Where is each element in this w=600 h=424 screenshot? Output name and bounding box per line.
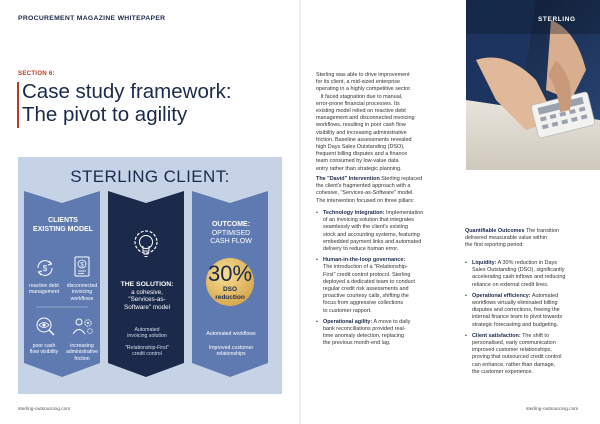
bullet-line bbox=[323, 319, 458, 326]
item-2-line-1: disconnected bbox=[66, 283, 98, 289]
bullet-text: the customer experience. bbox=[472, 368, 534, 375]
intro-line: workflows, resulting in poor cash flow bbox=[316, 122, 406, 129]
bullet-line bbox=[472, 307, 600, 314]
solution-line-3: Software" model bbox=[124, 303, 170, 311]
intro-line: operating in a highly competitive sector. bbox=[316, 86, 412, 93]
eye-search-icon bbox=[34, 315, 56, 337]
bullet-text: proactive courtesy calls, shifting the bbox=[323, 293, 409, 300]
item-4-line-1: increasing bbox=[70, 343, 94, 349]
bullet-line bbox=[472, 274, 600, 281]
bullet-heading: Liquidity: bbox=[472, 260, 497, 266]
bullet-line bbox=[323, 239, 458, 246]
bullet-text: personalised, early communication bbox=[472, 340, 556, 347]
solution-sub-2 bbox=[110, 345, 184, 358]
intervention-line bbox=[316, 183, 456, 190]
bullet-text: improved customer relationships, bbox=[472, 347, 552, 354]
intervention-heading: The "David" Intervention bbox=[316, 176, 380, 182]
outcomes-paragraph bbox=[465, 228, 600, 250]
bullet-text: workflows virtually eliminated billing bbox=[472, 300, 558, 307]
dso-label-1: DSO bbox=[222, 286, 238, 293]
item-2-line-2: invoicing bbox=[71, 289, 93, 296]
bullet-text: A move to daily bbox=[372, 318, 411, 325]
bullet-line bbox=[472, 354, 600, 361]
bullet-text: the previous month-end lag. bbox=[323, 340, 391, 347]
existing-model-heading-2: EXISTING MODEL bbox=[33, 225, 93, 233]
dso-label-2: reduction bbox=[215, 293, 245, 301]
header-brand: STERLING bbox=[538, 16, 576, 23]
intro-line: entry rather than strategic planning. bbox=[316, 165, 402, 172]
bullet-text: disputes and corrections, freeing the bbox=[472, 307, 560, 314]
item-4-line-3: friction bbox=[74, 355, 90, 362]
bullet-heading: Operational efficiency: bbox=[472, 292, 531, 299]
title-line-2: The pivot to agility bbox=[22, 103, 188, 126]
solution-sub-2-line-1: "Relationship-First" bbox=[124, 345, 170, 351]
intro-line: visibility and increasing administrative bbox=[316, 129, 407, 136]
intervention-text: the client's fragmented approach with a bbox=[316, 183, 411, 190]
intervention-text: The intervention focused on three pillars: bbox=[316, 197, 415, 204]
intervention-bullets bbox=[316, 210, 458, 352]
footer-url-right[interactable]: sterling-outsourcing.com bbox=[526, 407, 579, 412]
bullet-item bbox=[465, 260, 600, 289]
intro-line: for its client, a mid-sized enterprise bbox=[316, 79, 401, 86]
item-4-line-2: administrative bbox=[65, 349, 98, 356]
bullet-line bbox=[323, 246, 458, 253]
bullet-text: stock and accounting systems, featuring bbox=[323, 231, 420, 238]
bullet-line bbox=[323, 210, 458, 217]
outcomes-text: delivered measurable value within bbox=[465, 235, 547, 242]
bullet-line bbox=[472, 333, 600, 340]
dso-label bbox=[205, 286, 255, 301]
bullet-line bbox=[472, 300, 600, 307]
bullet-text: Automated bbox=[530, 292, 559, 299]
outcomes-line bbox=[465, 235, 600, 242]
bullet-item bbox=[316, 257, 458, 315]
bullet-text: Sales Outstanding (DSO), significantly bbox=[472, 267, 565, 274]
bullet-line bbox=[323, 340, 458, 347]
bullet-item bbox=[465, 293, 600, 329]
photo-person-calculator bbox=[466, 0, 600, 170]
bullet-text: can enhance, rather than damage, bbox=[472, 361, 556, 368]
bullet-text: internal finance team to pivot towards bbox=[472, 314, 563, 321]
item-3-line-2: flow visibility bbox=[29, 349, 59, 356]
bullet-text: A 30% reduction in Days bbox=[496, 260, 557, 266]
title-line-1: Case study framework: bbox=[22, 80, 232, 103]
bullet-text: time anomaly detection, replacing bbox=[323, 333, 405, 340]
footer-url-left[interactable]: sterling-outsourcing.com bbox=[18, 407, 71, 412]
item-disconnected-invoicing bbox=[62, 283, 102, 302]
intro-line: management and disconnected invoicing bbox=[316, 115, 415, 122]
bullet-line bbox=[323, 217, 458, 224]
bullet-text: The introduction of a "Relationship- bbox=[323, 264, 408, 271]
solution-sub-1-line-2: invoicing solution bbox=[127, 333, 167, 340]
infographic-panel bbox=[18, 157, 282, 394]
bullet-line bbox=[323, 308, 458, 315]
bullet-text: delivery to reduce human error. bbox=[323, 246, 399, 253]
outcome-sub-2-line-1: Improved customer bbox=[208, 345, 254, 351]
item-reactive-debt bbox=[24, 283, 64, 296]
bullet-line bbox=[323, 300, 458, 307]
bullet-line bbox=[472, 314, 600, 321]
intervention-line bbox=[316, 198, 456, 205]
bullet-line bbox=[472, 362, 600, 369]
solution-text bbox=[110, 281, 184, 311]
outcomes-bullets bbox=[465, 260, 600, 380]
bullet-text: seamlessly with the client's existing bbox=[323, 224, 409, 231]
intervention-paragraph bbox=[316, 176, 456, 205]
bullet-line bbox=[323, 224, 458, 231]
bullet-line bbox=[323, 232, 458, 239]
outcome-heading bbox=[194, 221, 268, 247]
item-1-line-2: management bbox=[28, 289, 60, 296]
bullet-line bbox=[323, 326, 458, 333]
bullet-text: deployed a dedicated team to conduct bbox=[323, 278, 415, 285]
outcomes-line bbox=[465, 228, 600, 235]
bullet-heading: Operational agility: bbox=[323, 318, 373, 325]
bullet-line bbox=[323, 272, 458, 279]
solution-line-2: "Services-as- bbox=[128, 296, 166, 304]
bullet-line bbox=[472, 282, 600, 289]
outcomes-text: The transition bbox=[524, 228, 559, 234]
intervention-line bbox=[316, 190, 456, 197]
item-poor-cash-flow bbox=[24, 343, 64, 356]
outcome-heading-3: CASH FLOW bbox=[210, 238, 252, 245]
intro-line: friction. Baseline assessments revealed bbox=[316, 136, 412, 143]
infographic-title: STERLING CLIENT: bbox=[70, 167, 230, 186]
dso-percent: 30% bbox=[207, 261, 253, 286]
bullet-text: The shift to bbox=[520, 332, 549, 339]
outcome-sub-2-line-2: relationships bbox=[216, 351, 246, 358]
intervention-text: cohesive, "Services-as-Software" model. bbox=[316, 190, 414, 197]
outcome-heading-2: OPTIMISED bbox=[211, 229, 251, 237]
bullet-line bbox=[472, 340, 600, 347]
bullet-line bbox=[472, 322, 600, 329]
bullet-text: focus from aggressive collections bbox=[323, 300, 404, 307]
item-administrative-friction bbox=[62, 343, 102, 362]
bullet-line bbox=[472, 369, 600, 376]
existing-model-heading-1: CLIENTS bbox=[48, 217, 78, 224]
bullet-heading: Client satisfaction: bbox=[472, 332, 521, 339]
bullet-text: bank reconciliations provided real- bbox=[323, 326, 406, 333]
item-1-line-1: reactive debt bbox=[29, 283, 59, 289]
solution-sub-1-line-1: Automated bbox=[134, 327, 160, 333]
bullet-line bbox=[323, 333, 458, 340]
outcomes-line bbox=[465, 242, 600, 249]
solution-sub-1 bbox=[110, 327, 184, 340]
bullet-line bbox=[323, 257, 458, 264]
invoice-dollar-icon bbox=[72, 255, 92, 279]
solution-heading: THE SOLUTION: bbox=[120, 281, 174, 288]
solution-sub-2-line-2: credit control bbox=[132, 351, 162, 358]
bullet-line bbox=[323, 293, 458, 300]
bullet-text: proving that outsourced credit control bbox=[472, 354, 562, 361]
bullet-text: First" credit control protocol. Sterling bbox=[323, 271, 411, 278]
bullet-text: embedded payment links and automated bbox=[323, 238, 422, 245]
item-3-line-1: poor cash bbox=[32, 343, 56, 349]
bullet-item bbox=[465, 333, 600, 376]
intervention-text: Sterling replaced bbox=[379, 176, 423, 182]
outcome-sub-1: Automated workflows bbox=[206, 331, 256, 337]
photo-illustration bbox=[466, 0, 600, 170]
bullet-text: accelerating cash inflows and reducing bbox=[472, 274, 566, 281]
outcome-heading-1: OUTCOME: bbox=[211, 221, 251, 228]
header-publication: PROCUREMENT MAGAZINE WHITEPAPER bbox=[18, 15, 166, 22]
intro-paragraph bbox=[316, 72, 456, 173]
bullet-line bbox=[323, 286, 458, 293]
outcome-sub-2 bbox=[194, 345, 268, 358]
bullet-item bbox=[316, 210, 458, 253]
intro-line: Sterling was able to drive improvement bbox=[316, 72, 410, 78]
bullet-text: to customer rapport. bbox=[323, 307, 372, 314]
outcomes-heading: Quantifiable Outcomes bbox=[465, 228, 525, 234]
bullet-heading: Technology integration: bbox=[323, 210, 385, 216]
bullet-text: regular credit risk assessments and bbox=[323, 286, 409, 293]
page-title bbox=[18, 80, 278, 126]
intro-line: existing model relied on reactive debt bbox=[316, 108, 406, 115]
people-gears-icon bbox=[71, 314, 95, 338]
bullet-text: reliance on external credit lines. bbox=[472, 281, 549, 288]
solution-line-1: a cohesive, bbox=[131, 288, 163, 296]
bullet-text: of an invoicing solution that integrates bbox=[323, 217, 414, 224]
lightbulb-gear-icon bbox=[131, 229, 161, 261]
refresh-dollar-icon bbox=[34, 257, 56, 279]
bullet-line bbox=[472, 267, 600, 274]
bullet-item bbox=[316, 319, 458, 348]
bullet-text: strategic forecasting and budgeting. bbox=[472, 321, 559, 328]
intro-line: high Days Sales Outstanding (DSO), bbox=[316, 144, 405, 151]
svg-text:$: $ bbox=[42, 264, 48, 273]
section-label: SECTION 6: bbox=[18, 70, 55, 77]
bullet-text: Implementation bbox=[384, 210, 424, 216]
intro-line: error-prone financial processes. Its bbox=[316, 100, 400, 107]
page-spine bbox=[299, 0, 301, 424]
item-2-line-3: workflows bbox=[70, 295, 94, 302]
bullet-line bbox=[323, 279, 458, 286]
intervention-line bbox=[316, 176, 456, 183]
svg-text:$: $ bbox=[80, 262, 84, 269]
bullet-heading: Human-in-the-loop governance: bbox=[323, 257, 406, 264]
bullet-line bbox=[472, 293, 600, 300]
existing-model-heading bbox=[26, 217, 100, 234]
outcomes-text: the first reporting period: bbox=[465, 242, 524, 249]
intro-line: It faced stagnation due to manual, bbox=[316, 93, 403, 100]
intro-line: frequent billing disputes and a finance bbox=[316, 151, 408, 158]
bullet-line bbox=[472, 347, 600, 354]
intro-line: team consumed by low-value data bbox=[316, 158, 399, 165]
bullet-line bbox=[472, 260, 600, 267]
bullet-line bbox=[323, 264, 458, 271]
